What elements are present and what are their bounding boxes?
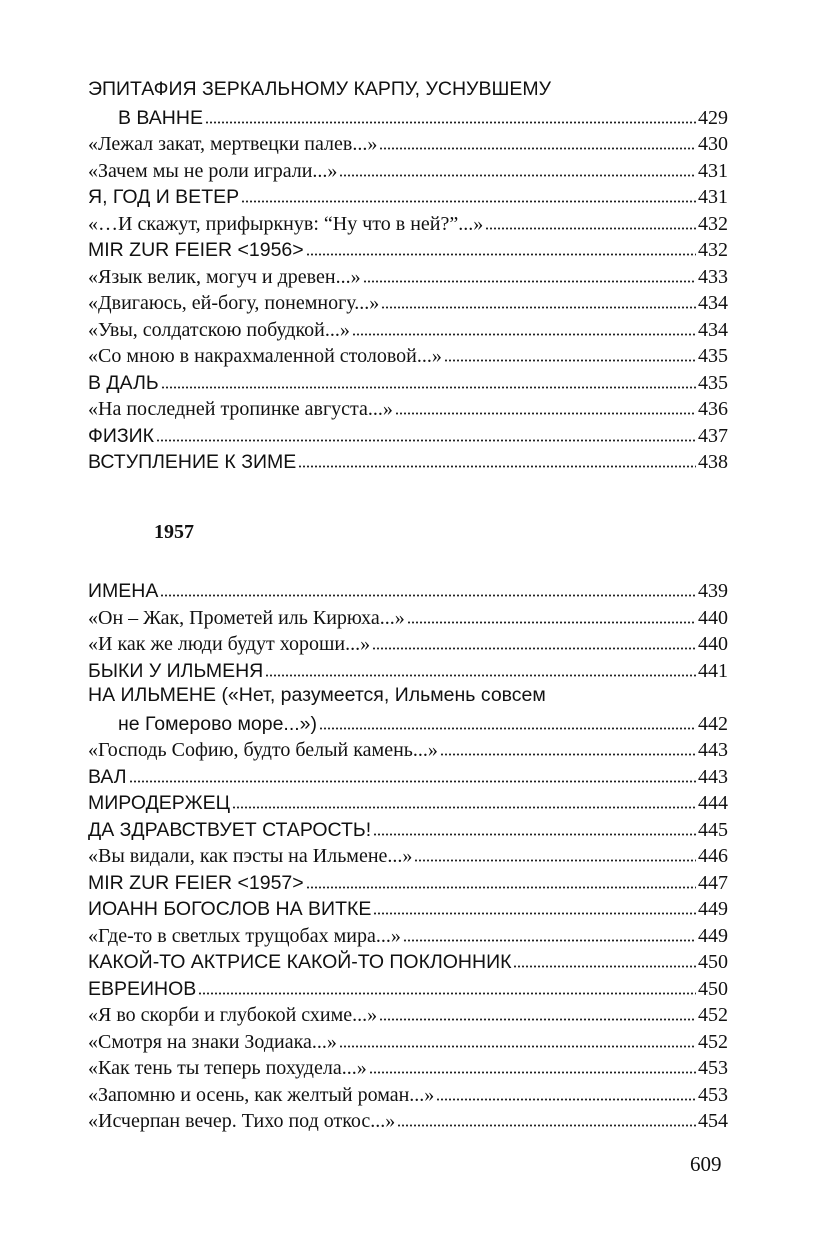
toc-entry-title: КАКОЙ-ТО АКТРИСЕ КАКОЙ-ТО ПОКЛОННИК	[88, 951, 512, 973]
toc-entry-title: «Вы видали, как пэсты на Ильмене...»	[88, 845, 413, 867]
toc-entry-row	[88, 656, 728, 685]
toc-entry-title: MIR ZUR FEIER <1956>	[88, 239, 304, 261]
toc-page-number: 450	[698, 977, 728, 1000]
toc-entry-title: «Как тень ты теперь похудела...»	[88, 1057, 367, 1079]
toc-entry-title: НА ИЛЬМЕНЕ («Нет, разумеется, Ильмень совсем	[88, 684, 546, 706]
toc-entry-row	[88, 974, 728, 1003]
toc-entry-title-cont: не Гомерово море...»)	[118, 712, 318, 735]
toc-entry-title: «Где-то в светлых трущобах мира...»	[88, 924, 401, 947]
toc-page-number: 435	[698, 345, 728, 367]
toc-entry-row	[88, 788, 728, 817]
toc-entry	[88, 868, 728, 895]
dot-leader	[129, 762, 696, 783]
dot-leader	[298, 447, 696, 468]
toc-entry	[88, 76, 728, 129]
toc-page-number: 437	[698, 424, 728, 447]
dot-leader	[440, 735, 696, 756]
toc-entry-row	[88, 576, 728, 605]
dot-leader	[513, 947, 696, 968]
toc-entry-title: «Увы, солдатскою побудкой...»	[88, 318, 350, 341]
dot-leader	[436, 1080, 696, 1101]
dot-leader	[381, 288, 696, 309]
toc-entry-row	[88, 209, 728, 238]
toc-entry-title: ИОАНН БОГОСЛОВ НА ВИТКЕ	[88, 898, 372, 920]
dot-leader	[369, 1053, 696, 1074]
toc-page-number: 444	[698, 792, 728, 814]
toc-entry-title-cont: В ВАННЕ	[118, 106, 203, 129]
toc-page-number: 445	[698, 818, 728, 841]
toc-entry-title: «Со мною в накрахмаленной столовой...»	[88, 345, 442, 367]
toc-page-number: 453	[698, 1083, 728, 1106]
toc-entry-title: «Исчерпан вечер. Тихо под откос...»	[88, 1110, 396, 1132]
toc-entry-title: «Господь Софию, будто белый камень...»	[88, 739, 438, 761]
toc-page-number: 449	[698, 924, 728, 947]
toc-page-number: 438	[698, 451, 728, 473]
toc-entry	[88, 394, 728, 421]
toc-entry-row	[88, 1053, 728, 1082]
toc-entry-title: МИРОДЕРЖЕЦ	[88, 792, 231, 814]
toc-entry-row	[88, 735, 728, 764]
toc-entry-title: ЭПИТАФИЯ ЗЕРКАЛЬНОМУ КАРПУ, УСНУВШЕМУ	[88, 78, 551, 100]
dot-leader	[373, 894, 696, 915]
toc-page-number: 449	[698, 898, 728, 920]
toc-entry-title: «Двигаюсь, ей-богу, понемногу...»	[88, 292, 380, 314]
toc-page-number: 430	[698, 133, 728, 155]
dot-leader	[161, 368, 696, 389]
toc-entry-row	[88, 1027, 728, 1056]
toc-entry-title: ВАЛ	[88, 765, 127, 788]
year-heading: 1957	[154, 521, 194, 543]
dot-leader	[372, 629, 696, 650]
toc-entry-row	[88, 1000, 728, 1029]
toc-entry	[88, 341, 728, 368]
toc-page-number: 450	[698, 951, 728, 973]
toc-page-number: 435	[698, 371, 728, 394]
dot-leader	[403, 921, 696, 942]
toc-entry-title: «И как же люди будут хороши...»	[88, 633, 371, 655]
toc-page-number: 453	[698, 1057, 728, 1079]
toc-entry	[88, 1106, 728, 1133]
dot-leader	[444, 341, 696, 362]
toc-entry-title: «…И скажут, прифыркнув: “Ну что в ней?”...»	[88, 212, 484, 235]
toc-entry	[88, 629, 728, 656]
toc-page-number: 440	[698, 633, 728, 655]
toc-entry-row	[88, 841, 728, 870]
toc-entry-row	[88, 603, 728, 632]
dot-leader	[407, 603, 696, 624]
toc-entry	[88, 735, 728, 762]
toc-entry-row	[88, 894, 728, 923]
toc-page-number: 432	[698, 239, 728, 261]
dot-leader	[397, 1106, 696, 1127]
toc-entry-row	[88, 447, 728, 476]
toc-entry-title: «Лежал закат, мертвецки палев...»	[88, 133, 378, 155]
toc-entry-title: Я, ГОД И ВЕТЕР	[88, 186, 240, 208]
dot-leader	[352, 315, 696, 336]
toc-entry	[88, 762, 728, 789]
toc-section-1957	[88, 576, 728, 1133]
dot-leader	[379, 129, 696, 150]
toc-entry-title: «На последней тропинке августа...»	[88, 398, 393, 420]
toc-entry	[88, 788, 728, 815]
dot-leader	[339, 1027, 696, 1048]
toc-entry-row	[88, 341, 728, 370]
toc-entry-row	[88, 921, 728, 950]
toc-entry-title: MIR ZUR FEIER <1957>	[88, 871, 304, 894]
toc-entry-row	[88, 1106, 728, 1135]
toc-entry	[88, 421, 728, 448]
toc-page-number: 431	[698, 186, 728, 208]
toc-page-number: 429	[698, 106, 728, 129]
dot-leader	[160, 576, 696, 597]
toc-entry-row	[88, 103, 728, 132]
toc-entry	[88, 368, 728, 395]
dot-leader	[306, 235, 696, 256]
toc-page-number: 434	[698, 318, 728, 341]
toc-entry-row	[88, 235, 728, 264]
toc-entry-row	[88, 868, 728, 897]
toc-page-number: 432	[698, 212, 728, 235]
toc-entry-row	[88, 315, 728, 344]
toc-entry	[88, 129, 728, 156]
toc-page-number: 439	[698, 580, 728, 602]
toc-entry-title: ИМЕНА	[88, 580, 159, 602]
toc-entry	[88, 576, 728, 603]
toc-entry-title: ВСТУПЛЕНИЕ К ЗИМЕ	[88, 451, 297, 473]
toc-entry	[88, 262, 728, 289]
toc-entry-row	[88, 762, 728, 791]
toc-entry	[88, 1053, 728, 1080]
toc-entry-row	[88, 629, 728, 658]
dot-leader	[319, 709, 696, 730]
dot-leader	[156, 421, 696, 442]
toc-entry-row	[88, 262, 728, 291]
dot-leader	[373, 815, 696, 836]
toc-page-number: 440	[698, 606, 728, 629]
toc-entry-row	[88, 947, 728, 976]
dot-leader	[379, 1000, 696, 1021]
toc-page-number: 454	[698, 1110, 728, 1132]
toc-page-number: 441	[698, 659, 728, 682]
toc-entry	[88, 1000, 728, 1027]
toc-entry	[88, 209, 728, 236]
toc-page-number: 434	[698, 292, 728, 314]
toc-entry	[88, 182, 728, 209]
toc-entry-row	[88, 129, 728, 158]
dot-leader	[339, 156, 696, 177]
dot-leader	[363, 262, 696, 283]
toc-entry	[88, 315, 728, 342]
toc-entry-row	[88, 156, 728, 185]
toc-entry	[88, 156, 728, 183]
toc-entry	[88, 1027, 728, 1054]
toc-entry	[88, 1080, 728, 1107]
page-number: 609	[690, 1152, 722, 1176]
toc-entry-title: ФИЗИК	[88, 424, 154, 447]
dot-leader	[485, 209, 696, 230]
toc-entry-title: «Язык велик, могуч и древен...»	[88, 265, 361, 288]
toc-page-number: 447	[698, 871, 728, 894]
toc-entry-title: ЕВРЕИНОВ	[88, 977, 197, 1000]
toc-page-number: 433	[698, 265, 728, 288]
toc-entry-title: «Смотря на знаки Зодиака...»	[88, 1030, 337, 1053]
dot-leader	[265, 656, 696, 677]
toc-entry	[88, 656, 728, 683]
toc-entry	[88, 921, 728, 948]
toc-entry-row	[88, 394, 728, 423]
toc-entry-title: «Он – Жак, Прометей иль Кирюха...»	[88, 606, 405, 629]
toc-entry-title: «Зачем мы не роли играли...»	[88, 159, 338, 182]
toc-entry-row	[88, 182, 728, 211]
toc-page-number: 452	[698, 1030, 728, 1053]
toc-entry-row	[88, 288, 728, 317]
dot-leader	[241, 182, 696, 203]
dot-leader	[205, 103, 696, 124]
toc-page-number: 442	[698, 712, 728, 735]
toc-entry-row	[88, 368, 728, 397]
toc-entry	[88, 682, 728, 735]
toc-page-number: 436	[698, 398, 728, 420]
toc-entry-title: В ДАЛЬ	[88, 371, 159, 394]
toc-entry	[88, 841, 728, 868]
toc-entry-row	[88, 815, 728, 844]
toc-entry-title: БЫКИ У ИЛЬМЕНЯ	[88, 659, 264, 682]
dot-leader	[414, 841, 696, 862]
toc-entry-title-line	[88, 682, 728, 709]
toc-entry	[88, 815, 728, 842]
dot-leader	[232, 788, 696, 809]
toc-section-1956	[88, 76, 728, 474]
toc-entry-title: «Запомню и осень, как желтый роман...»	[88, 1083, 435, 1106]
toc-entry-title-line	[88, 76, 728, 103]
toc-entry	[88, 235, 728, 262]
toc-entry-title: «Я во скорби и глубокой схиме...»	[88, 1004, 378, 1026]
toc-entry-title: ДА ЗДРАВСТВУЕТ СТАРОСТЬ!	[88, 818, 372, 841]
toc-entry	[88, 974, 728, 1001]
dot-leader	[198, 974, 696, 995]
toc-entry	[88, 447, 728, 474]
dot-leader	[306, 868, 696, 889]
toc-entry	[88, 603, 728, 630]
toc-entry-row	[88, 709, 728, 738]
toc-entry	[88, 894, 728, 921]
toc-page-number: 446	[698, 845, 728, 867]
toc-page-number: 431	[698, 159, 728, 182]
toc-entry	[88, 288, 728, 315]
toc-entry-row	[88, 1080, 728, 1109]
toc-entry	[88, 947, 728, 974]
toc-entry-row	[88, 421, 728, 450]
toc-page-number: 452	[698, 1004, 728, 1026]
toc-page-number: 443	[698, 765, 728, 788]
toc-page-number: 443	[698, 739, 728, 761]
dot-leader	[395, 394, 696, 415]
